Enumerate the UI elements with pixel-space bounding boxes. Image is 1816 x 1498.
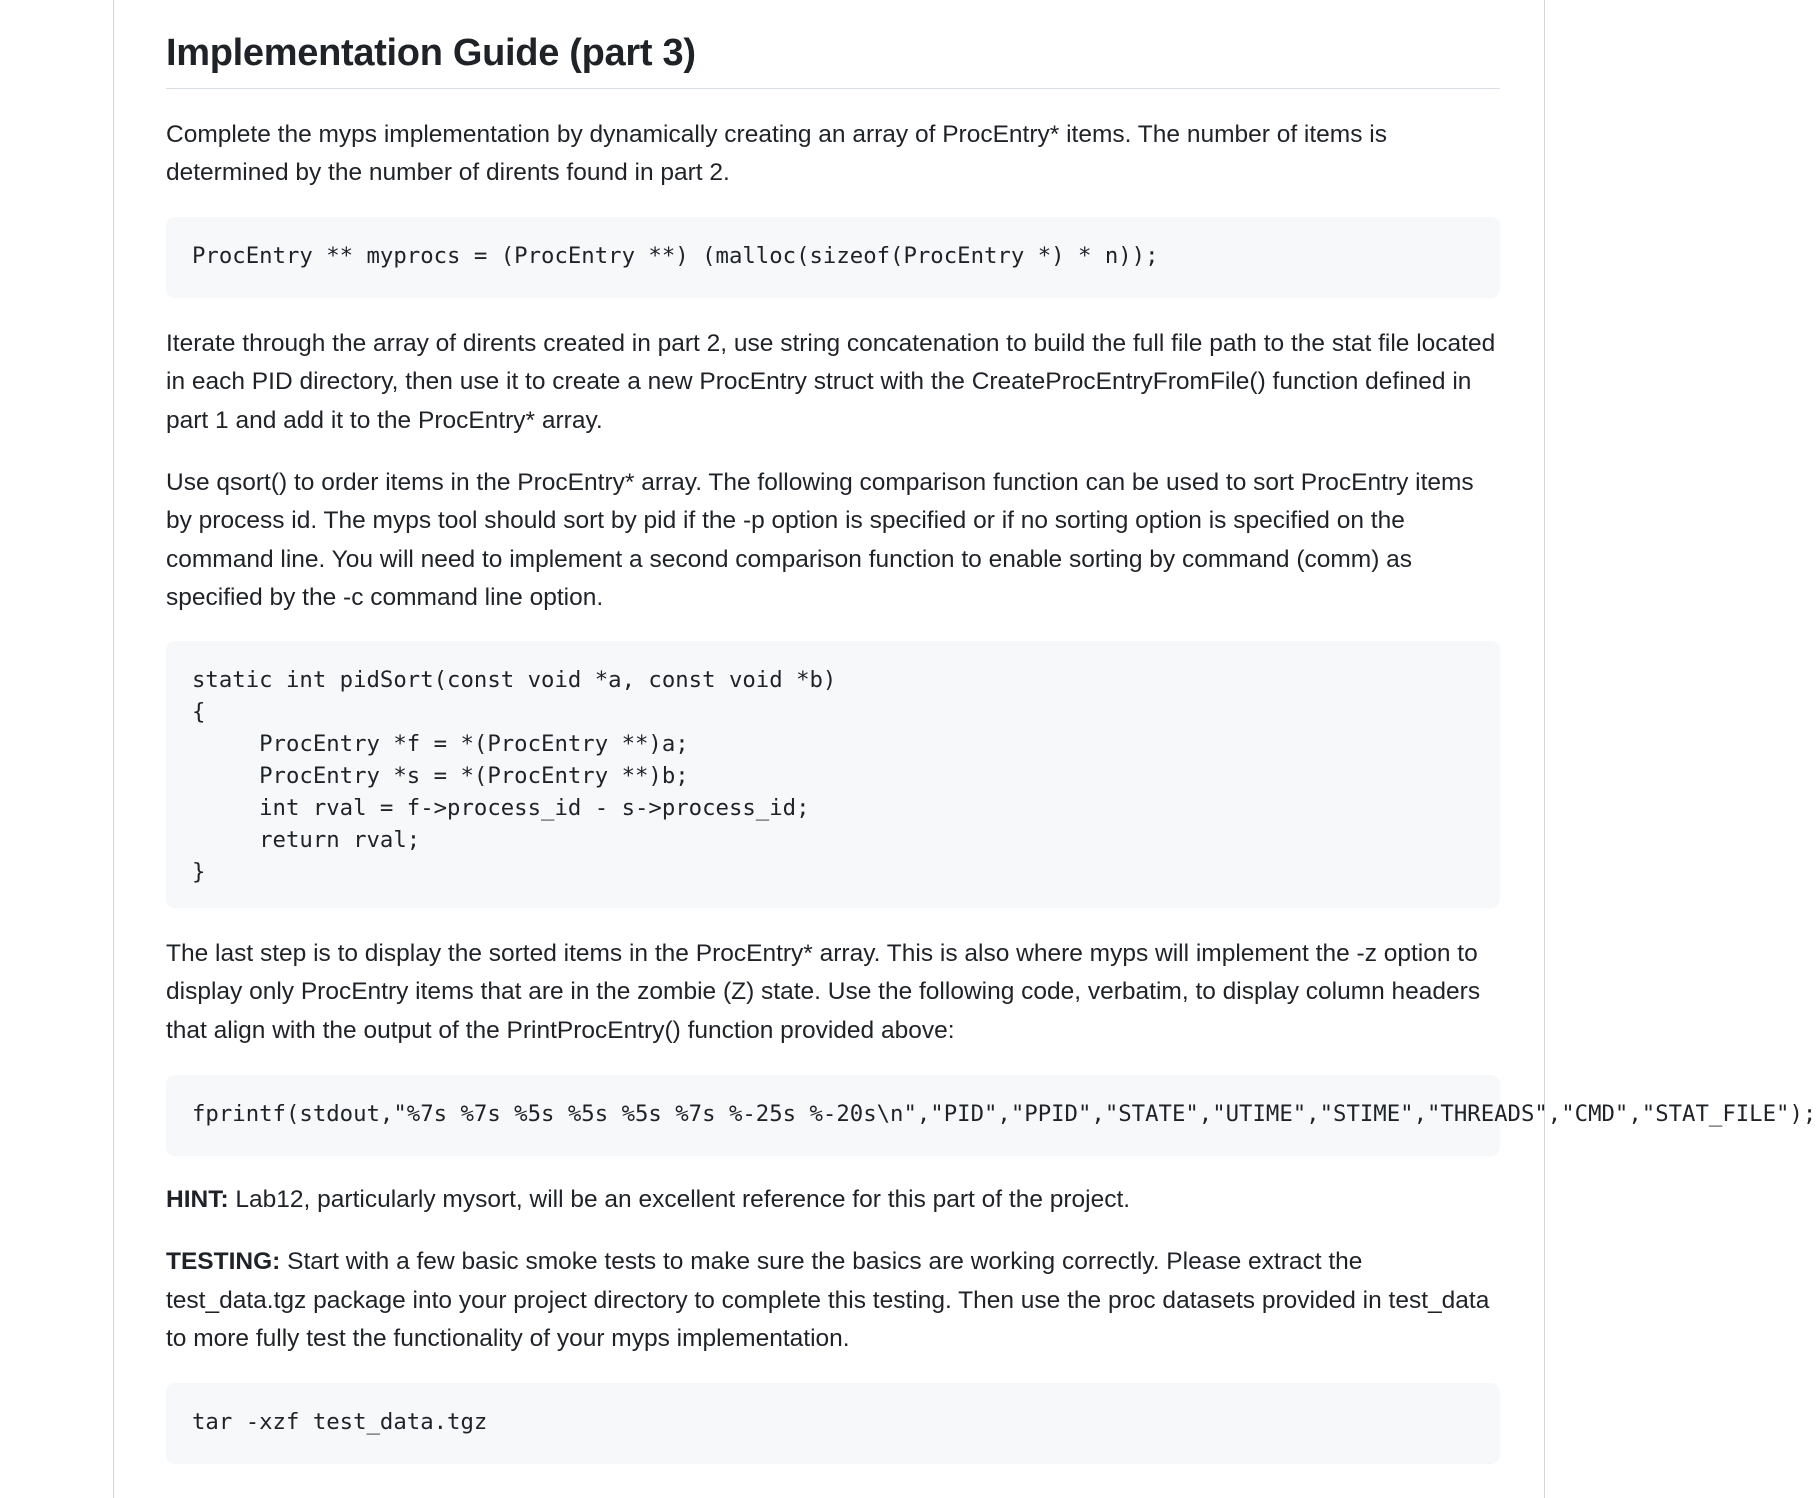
- code-block-pidsort: static int pidSort(const void *a, const void *b) { ProcEntry *f = *(ProcEntry **)a; ProcEntry *s = *(ProcEntry **)b; int rval = f->process_id - s->process_id; return rval; }: [166, 641, 1500, 908]
- hint-paragraph: [166, 1181, 1500, 1219]
- display-paragraph: The last step is to display the sorted items in the ProcEntry* array. This is also where myps will implement the -z option to display only ProcEntry items that are in the zombie (Z) state. Use the following code, verbatim, to display column headers that align with the output of the PrintProcEntry() function provided above:: [166, 940, 1481, 1044]
- qsort-paragraph: Use qsort() to order items in the ProcEntry* array. The following comparison function can be used to sort ProcEntry items by process id. The myps tool should sort by pid if the -p option is specified or if no sorting option is specified on the command line. You will need to implement a second comparison function to enable sorting by command (comm) as specified by the -c command line option.: [166, 468, 1474, 611]
- code-block-malloc: ProcEntry ** myprocs = (ProcEntry **) (malloc(sizeof(ProcEntry *) * n));: [166, 217, 1500, 298]
- hint-label: HINT:: [166, 1186, 229, 1214]
- testing-paragraph: [166, 1243, 1500, 1358]
- testing-text: Start with a few basic smoke tests to make sure the basics are working correctly. Please extract the test_data.tgz package into your project directory to complete this testing. Then use the proc datasets provided in test_data to more fully test the functionality of your myps implementation.: [166, 1248, 1490, 1352]
- iterate-paragraph: Iterate through the array of dirents created in part 2, use string concatenation to build the full file path to the stat file located in each PID directory, then use it to create a new ProcEntry struct with the CreateProcEntryFromFile() function defined in part 1 and add it to the ProcEntry* array.: [166, 330, 1496, 434]
- article-body: [166, 0, 1816, 1464]
- code-block-fprintf: fprintf(stdout,"%7s %7s %5s %5s %5s %7s %-25s %-20s\n","PID","PPID","STATE","UTIME","STIME","THREADS","CMD","STAT_FILE");: [166, 1075, 1500, 1156]
- testing-label: TESTING:: [166, 1248, 281, 1276]
- code-block-tar: tar -xzf test_data.tgz: [166, 1383, 1500, 1464]
- page-title: Implementation Guide (part 3): [166, 0, 1500, 89]
- intro-paragraph: Complete the myps implementation by dynamically creating an array of ProcEntry* items. The number of items is determined by the number of dirents found in part 2.: [166, 120, 1387, 186]
- hint-text: Lab12, particularly mysort, will be an excellent reference for this part of the project.: [228, 1186, 1131, 1214]
